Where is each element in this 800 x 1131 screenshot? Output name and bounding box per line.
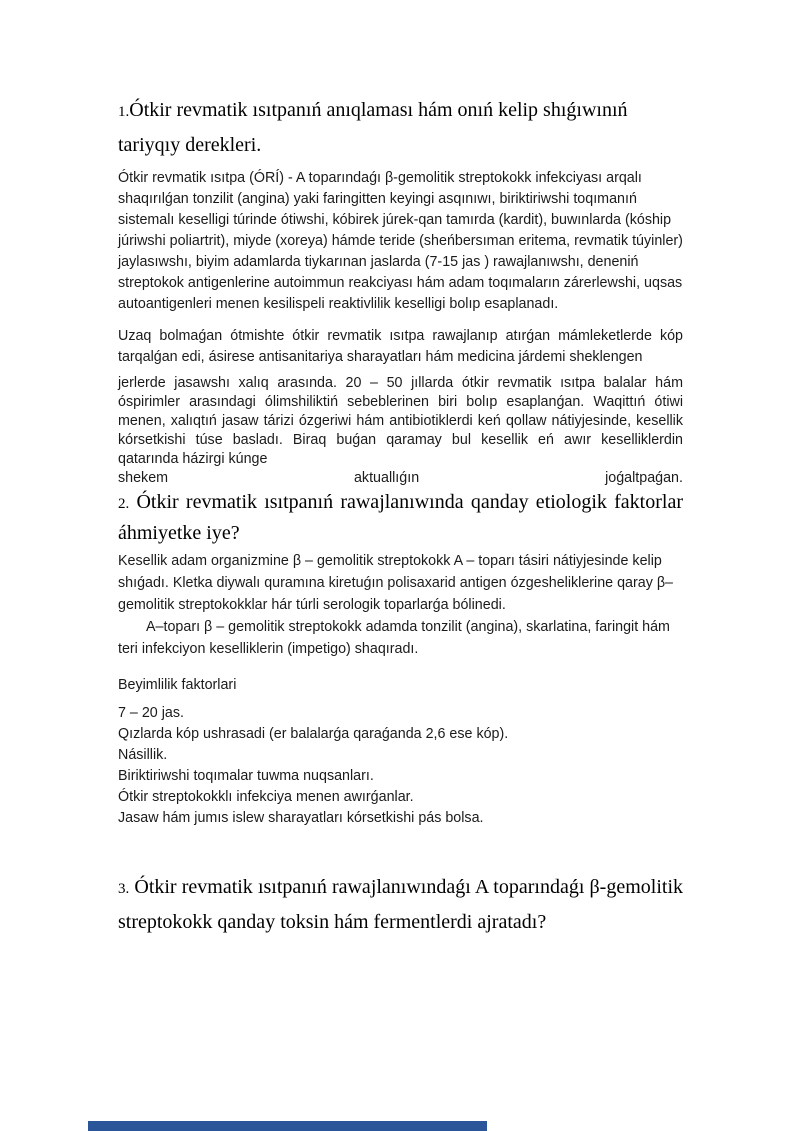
section-2-title: Ótkir revmatik ısıtpanıń rawajlanıwında qanday etiologik faktorlar áhmiyetke iye? [118, 491, 683, 544]
factor-item: Jasaw hám jumıs islew sharayatları kórsetkishi pás bolsa. [118, 810, 484, 826]
factors-list [118, 703, 683, 829]
factor-item: 7 – 20 jas. [118, 705, 184, 721]
last-line-word-3: joǵaltpaǵan. [605, 470, 683, 486]
page-bottom-bar [88, 1121, 487, 1131]
section-1-paragraph-1: Ótkir revmatik ısıtpa (ÓRÍ) - A toparındaǵı β-gemolitik streptokokk infekciyası arqalı shaqırılǵan tonzilit (angina) yaki faringitten keyingi asqınıwı, biriktiriwshi toqımanıń sistemalı keselligi túrinde ótiwshi, kóbirek júrek-qan tamırda (kardit), buwınlarda (kóship júriwshi poliartrit), miyde (xoreya) hámde teride (sheńbersıman eritema, revmatik túyinler) jaylasıwshı, biyim adamlarda tiykarınan jaslarda (7-15 jas ) rawajlanıwshı, deneniń streptokok antigenlerine autoimmun reakciyası hám adam toqımaların zárerlewshi, uqsas autoantigenleri menen kesilispeli reaktivlilik keselligi bolıp esaplanadı. [118, 170, 683, 312]
factor-item: Ótkir streptokokklı infekciya menen awırǵanlar. [118, 789, 414, 805]
section-3-title: Ótkir revmatik ısıtpanıń rawajlanıwındaǵı A toparındaǵı β-gemolitik streptokokk qanday toksin hám fermentlerdi ajratadı? [118, 876, 683, 933]
section-1-heading [118, 94, 683, 162]
section-3-number: 3. [118, 881, 130, 897]
section-2-number: 2. [118, 496, 130, 512]
section-1-paragraph-2: Uzaq bolmaǵan ótmishte ótkir revmatik ısıtpa rawajlanıp atırǵan mámleketlerde kóp tarqalǵan edi, ásirese antisanitariya sharayatları hám medicina járdemi sheklengen [118, 328, 683, 365]
factor-item: Qızlarda kóp ushrasadi (er balalarǵa qaraǵanda 2,6 ese kóp). [118, 726, 509, 742]
section-1-paragraph-3-last-line [118, 469, 683, 488]
section-2-paragraph-2: A–toparı β – gemolitik streptokokk adamda tonzilit (angina), skarlatina, faringit hám teri infekciyon keselliklerin (impetigo) shaqıradı. [118, 619, 670, 657]
section-3-heading [118, 871, 683, 939]
section-1-title: Ótkir revmatik ısıtpanıń anıqlaması hám onıń kelip shıǵıwınıń tariyqıy derekleri. [118, 99, 628, 156]
section-1-paragraph-3: jerlerde jasawshı xalıq arasında. 20 – 50 jıllarda ótkir revmatik ısıtpa balalar hám óspirimler arasındagi ólimshiliktiń sebeblerinen biri bolıp esaplanǵan. Waqittıń ótiwi menen, xalıqtıń jasaw tárizi ózgeriwi hám antibiotiklerdi keń qollaw nátiyjesinde, kesellik kórsetkishi túse basladı. Biraq buǵan qaramay bul kesellik eń awır keselliklerdin qatarında házirgi kúnge [118, 375, 683, 467]
section-2-paragraph-1: Kesellik adam organizmine β – gemolitik streptokokk A – toparı tásiri nátiyjesinde kelip shıǵadı. Kletka diywalı quramına kiretuǵın polisaxarid antigen ózgesheliklerine qaray β–gemolitik streptokokklar hár túrli serologik toparlarǵa bólinedi. [118, 553, 673, 613]
factors-list-label: Beyimlilik faktorlari [118, 677, 237, 693]
section-1-number: 1. [118, 104, 130, 120]
last-line-word-1: shekem [118, 470, 169, 486]
last-line-word-2: aktuallıǵın [353, 470, 420, 486]
section-2-heading [118, 488, 683, 548]
factor-item: Biriktiriwshi toqımalar tuwma nuqsanları. [118, 768, 374, 784]
factor-item: Násillik. [118, 747, 168, 763]
